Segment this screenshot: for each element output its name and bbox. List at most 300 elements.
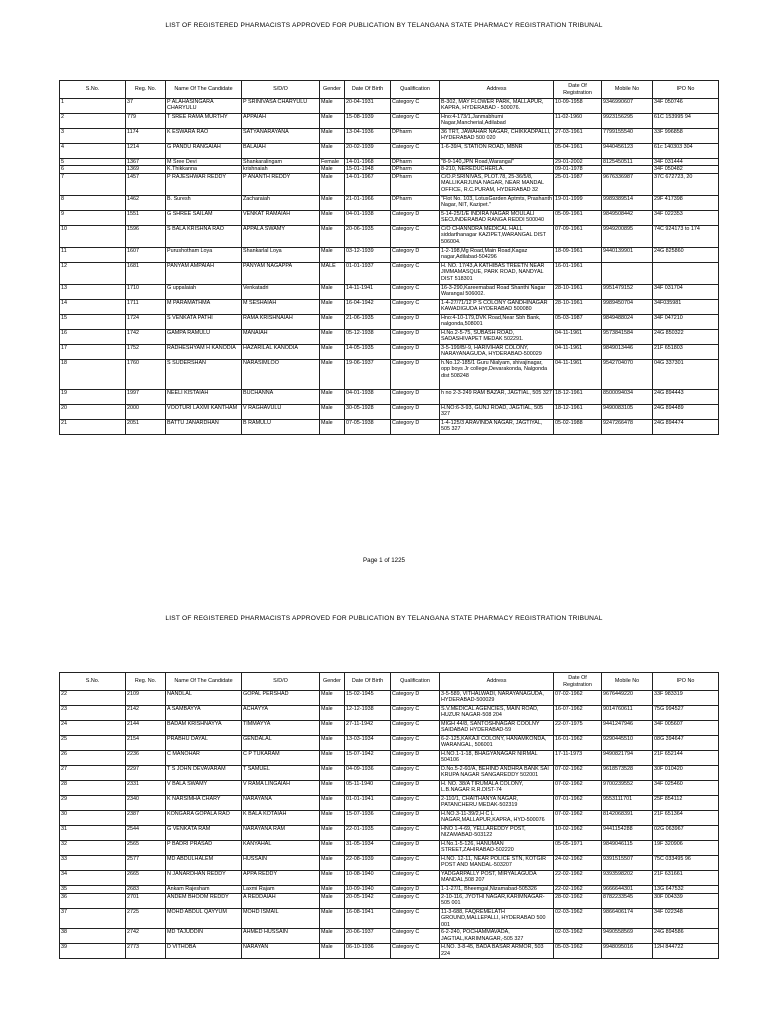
- table-cell: Male: [320, 796, 345, 811]
- table-cell: Category D: [391, 314, 440, 329]
- document-title: LIST OF REGISTERED PHARMACISTS APPROVED FOR PUBLICATION BY TELANGANA STATE PHARMACY REGISTRATION TRIBUNAL: [165, 22, 603, 29]
- table-cell: V RAGHAVULU: [242, 404, 320, 419]
- table-cell: 16-07-1962: [554, 706, 602, 721]
- table-cell: Male: [320, 894, 345, 909]
- table-cell: 15-02-1945: [345, 691, 391, 706]
- table-cell: VENKAT RAMAIAH: [242, 210, 320, 225]
- table-cell: MOHD ABDUL QAYYUM: [166, 909, 242, 929]
- column-header: Qualification: [391, 673, 440, 691]
- table-cell: 9440456123: [602, 144, 653, 159]
- column-header: S/D/O: [242, 673, 320, 691]
- table-cell: 36 TRT, JAWAHAR NAGAR, CHIKKADPALLI, HYDERABAD 500 020: [440, 129, 554, 144]
- table-cell: 01-01-1937: [345, 262, 391, 284]
- table-cell: 33: [60, 856, 126, 871]
- table-cell: 20-06-1935: [345, 225, 391, 247]
- table-cell: Laxmi Rajam: [242, 886, 320, 894]
- pharmacists-table-page-2: [59, 672, 719, 959]
- table-cell: P ANANTH REDDY: [242, 173, 320, 195]
- table-row: [60, 871, 719, 886]
- table-cell: P SRINIVASA CHARYULU: [242, 99, 320, 114]
- table-cell: 21F 652144: [653, 751, 719, 766]
- table-cell: 2742: [126, 929, 166, 944]
- table-cell: 13: [60, 284, 126, 299]
- table-cell: 16-01-1961: [554, 262, 602, 284]
- table-cell: NARAYAN: [242, 944, 320, 959]
- table-cell: 16-08-1941: [345, 909, 391, 929]
- table-cell: 04-11-1961: [554, 329, 602, 344]
- table-cell: 20: [60, 404, 126, 419]
- table-cell: 22-08-1939: [345, 856, 391, 871]
- table-cell: MD ABDULHALEM: [166, 856, 242, 871]
- table-row: [60, 944, 719, 959]
- table-cell: 1-2-198,Mg Road,Main Road,Kagaz nagar,Adilabad-504296: [440, 247, 554, 262]
- table-cell: 10: [60, 225, 126, 247]
- table-cell: Male: [320, 344, 345, 359]
- table-cell: 9849013446: [602, 344, 653, 359]
- table-cell: Category D: [391, 841, 440, 856]
- table-cell: 36: [60, 894, 126, 909]
- table-cell: H.NO. 3-8-45, BADA BASAR ARMOR, 503 224: [440, 944, 554, 959]
- table-cell: Category C: [391, 736, 440, 751]
- table-cell: 2340: [126, 796, 166, 811]
- table-cell: Male: [320, 751, 345, 766]
- table-cell: 2142: [126, 706, 166, 721]
- table-cell: 04G 337301: [653, 359, 719, 389]
- table-cell: VOOTURI LAXMI KANTHAM: [166, 404, 242, 419]
- table-cell: 3: [60, 129, 126, 144]
- table-cell: 15-01-1948: [345, 166, 391, 173]
- table-cell: 15: [60, 314, 126, 329]
- table-cell: C/O.P.SRINIVAS, PLOT.78, 25-36/5/8, MALLIKARJUNA NAGAR, NEAR MANDAL OFFICE, R.C.PURAM, HYDERABAD 32: [440, 173, 554, 195]
- table-cell: 9666644301: [602, 886, 653, 894]
- table-cell: 9618573528: [602, 766, 653, 781]
- table-cell: Zacharaiah: [242, 195, 320, 210]
- table-cell: 19-06-1937: [345, 359, 391, 389]
- table-cell: 08G 394647: [653, 736, 719, 751]
- table-cell: Male: [320, 706, 345, 721]
- table-cell: 8125450511: [602, 159, 653, 166]
- table-cell: Category D: [391, 751, 440, 766]
- table-cell: 05-11-1940: [345, 781, 391, 796]
- table-cell: YADGARPALLY POST, MIRYALAGUDA MANDAL,508 207: [440, 871, 554, 886]
- table-cell: Male: [320, 856, 345, 871]
- table-cell: S BALA KRISHNA RAO: [166, 225, 242, 247]
- table-cell: 32: [60, 841, 126, 856]
- table-cell: 07-01-1962: [554, 796, 602, 811]
- table-cell: 1457: [126, 173, 166, 195]
- table-cell: GOPAL PERSHAD: [242, 691, 320, 706]
- table-cell: 9989389514: [602, 195, 653, 210]
- table-cell: H.NO. 12-11, NEAR POLICE STN, KOTGIR POST AND MANDAL-503207: [440, 856, 554, 871]
- table-cell: BUCHANNA: [242, 389, 320, 404]
- table-cell: 9989450704: [602, 299, 653, 314]
- table-cell: 9490558569: [602, 929, 653, 944]
- table-cell: Category D: [391, 419, 440, 434]
- column-header: Address: [440, 81, 554, 99]
- table-cell: 22-02-1962: [554, 871, 602, 886]
- table-cell: 34F 022353: [653, 210, 719, 225]
- table-cell: 07-09-1961: [554, 225, 602, 247]
- table-cell: 9948095016: [602, 944, 653, 959]
- table-cell: 07-05-1938: [345, 419, 391, 434]
- table-cell: 18-12-1961: [554, 389, 602, 404]
- table-cell: Male: [320, 691, 345, 706]
- table-cell: Category C: [391, 99, 440, 114]
- table-cell: 2-110/1, CHAITHANYA NAGAR, PATANCHERU MEDAK-502319: [440, 796, 554, 811]
- column-header: Reg. No.: [126, 81, 166, 99]
- table-row: [60, 404, 719, 419]
- table-row: [60, 99, 719, 114]
- table-cell: 75C 033495 96: [653, 856, 719, 871]
- table-cell: 33F 996858: [653, 129, 719, 144]
- table-cell: 04-01-1938: [345, 210, 391, 225]
- table-cell: Category D: [391, 691, 440, 706]
- table-cell: Category D: [391, 359, 440, 389]
- table-cell: 14: [60, 299, 126, 314]
- table-cell: KANYAHAL: [242, 841, 320, 856]
- table-cell: 1214: [126, 144, 166, 159]
- table-cell: 9949200895: [602, 225, 653, 247]
- table-cell: Male: [320, 944, 345, 959]
- table-cell: 9441154288: [602, 826, 653, 841]
- table-row: [60, 781, 719, 796]
- table-cell: 2000: [126, 404, 166, 419]
- column-header: IPO No: [653, 81, 719, 99]
- table-cell: Category C: [391, 826, 440, 841]
- table-cell: 5-14-25/1/E INDIRA NAGAR MOULALI SECUNDERABAD RANGA REDDI 500040: [440, 210, 554, 225]
- table-row: [60, 826, 719, 841]
- table-cell: MOHD ISMAIL: [242, 909, 320, 929]
- table-cell: MIGH 44/8, SANTOSHNAGAR COOLNY SAIDABAD HYDERABAD-59: [440, 721, 554, 736]
- table-cell: 61C 153995 94: [653, 114, 719, 129]
- column-header: Mobile No: [602, 81, 653, 99]
- table-cell: 24G 894586: [653, 929, 719, 944]
- table-cell: 22-01-1935: [345, 826, 391, 841]
- table-cell: Category D: [391, 886, 440, 894]
- table-cell: 21F 651803: [653, 344, 719, 359]
- table-cell: H. NO. 38/A TIRUMALA COLONY, L.B.NAGAR R.R.DIST-74: [440, 781, 554, 796]
- table-cell: 61c 140303 304: [653, 144, 719, 159]
- table-cell: S.V.MEDICAL AGENCIES, MAIN ROAD, HUZUR NAGAR-508 204: [440, 706, 554, 721]
- table-cell: "Flot No. 103, LotusGarden Aptmts, Prashanth Nagar, NIT, Kazipet.": [440, 195, 554, 210]
- table-row: [60, 691, 719, 706]
- table-cell: Category C: [391, 114, 440, 129]
- table-cell: 24G 894443: [653, 389, 719, 404]
- table-cell: 9700239552: [602, 781, 653, 796]
- table-cell: 1711: [126, 299, 166, 314]
- table-cell: Category C: [391, 706, 440, 721]
- table-row: [60, 262, 719, 284]
- table-cell: 1742: [126, 329, 166, 344]
- table-cell: 13-03-1934: [345, 736, 391, 751]
- table-cell: 18-09-1961: [554, 247, 602, 262]
- table-cell: 2387: [126, 811, 166, 826]
- table-cell: 15-07-1942: [345, 751, 391, 766]
- table-cell: Male: [320, 284, 345, 299]
- table-cell: 34F 025460: [653, 781, 719, 796]
- table-row: [60, 114, 719, 129]
- table-row: [60, 166, 719, 173]
- table-cell: Male: [320, 314, 345, 329]
- table-cell: 27: [60, 766, 126, 781]
- table-cell: Male: [320, 826, 345, 841]
- table-cell: 01-01-1941: [345, 796, 391, 811]
- table-cell: 2544: [126, 826, 166, 841]
- table-cell: Male: [320, 766, 345, 781]
- table-cell: 07-02-1962: [554, 691, 602, 706]
- table-cell: Category D: [391, 781, 440, 796]
- table-cell: Category C: [391, 894, 440, 909]
- table-cell: Male: [320, 841, 345, 856]
- table-cell: 16: [60, 329, 126, 344]
- table-cell: Category C: [391, 871, 440, 886]
- table-cell: DPharm: [391, 159, 440, 166]
- table-cell: M PARAMATHMA: [166, 299, 242, 314]
- table-cell: 12: [60, 262, 126, 284]
- table-row: [60, 766, 719, 781]
- table-cell: 19: [60, 389, 126, 404]
- table-cell: 24G 894489: [653, 404, 719, 419]
- table-cell: 2109: [126, 691, 166, 706]
- table-cell: 34F035981: [653, 299, 719, 314]
- table-cell: 22-02-1962: [554, 886, 602, 894]
- table-cell: 30F 010420: [653, 766, 719, 781]
- table-cell: Male: [320, 811, 345, 826]
- table-cell: Venkatadri: [242, 284, 320, 299]
- table-cell: 28-10-1961: [554, 284, 602, 299]
- table-cell: Category C: [391, 909, 440, 929]
- table-cell: 2154: [126, 736, 166, 751]
- table-cell: Male: [320, 929, 345, 944]
- table-cell: 2577: [126, 856, 166, 871]
- page-number: Page 1 of 1225: [363, 557, 405, 564]
- table-row: [60, 736, 719, 751]
- table-cell: Male: [320, 210, 345, 225]
- table-cell: APPAIAH: [242, 114, 320, 129]
- table-cell: RADHESHYAM H KANODIA: [166, 344, 242, 359]
- table-cell: ANDEM BHOOM REDDY: [166, 894, 242, 909]
- table-cell: 30: [60, 811, 126, 826]
- table-cell: Female: [320, 159, 345, 166]
- table-cell: 04-01-1938: [345, 389, 391, 404]
- table-cell: 27-11-1942: [345, 721, 391, 736]
- table-cell: H.No.1-5-126, HANUMAN STREET,ZAHIRABAD-502220: [440, 841, 554, 856]
- table-cell: 16-01-1962: [554, 736, 602, 751]
- table-cell: 13G 647532: [653, 886, 719, 894]
- table-cell: H.NO.3-11-39/2,H C L NAGAR,MALLAPUR,KAPRA, HYD-500076: [440, 811, 554, 826]
- table-cell: 31-05-1934: [345, 841, 391, 856]
- table-cell: 10-08-1940: [345, 871, 391, 886]
- table-cell: 16-04-1942: [345, 299, 391, 314]
- table-cell: TIMMAYYA: [242, 721, 320, 736]
- table-row: [60, 751, 719, 766]
- table-cell: 1681: [126, 262, 166, 284]
- table-cell: T SAMUEL: [242, 766, 320, 781]
- table-cell: 06-10-1936: [345, 944, 391, 959]
- table-cell: B. Suresh: [166, 195, 242, 210]
- table-cell: 15-07-1936: [345, 811, 391, 826]
- table-cell: Category D: [391, 404, 440, 419]
- table-cell: 38: [60, 929, 126, 944]
- table-row: [60, 811, 719, 826]
- table-cell: Male: [320, 144, 345, 159]
- table-cell: 25: [60, 736, 126, 751]
- table-cell: Male: [320, 173, 345, 195]
- table-cell: 37C 672723, 20: [653, 173, 719, 195]
- table-cell: 6: [60, 166, 126, 173]
- table-cell: 74C 924173 to 174: [653, 225, 719, 247]
- table-cell: Category C: [391, 144, 440, 159]
- header-row: [60, 81, 719, 99]
- column-header: Address: [440, 673, 554, 691]
- table-cell: 12H 844722: [653, 944, 719, 959]
- table-cell: B RAMULU: [242, 419, 320, 434]
- table-cell: 2: [60, 114, 126, 129]
- table-cell: 9849508442: [602, 210, 653, 225]
- table-cell: Category C: [391, 856, 440, 871]
- table-cell: S VENKATA PATHI: [166, 314, 242, 329]
- table-row: [60, 419, 719, 434]
- table-cell: 1-4-125/3 ARAVINDA NAGAR, JAGTIYAL, 505 327: [440, 419, 554, 434]
- table-cell: 9391515507: [602, 856, 653, 871]
- table-cell: Ankam Rajesham: [166, 886, 242, 894]
- table-cell: 9923156295: [602, 114, 653, 129]
- table-cell: H.No.2-5-75, SUBASH ROAD, SADASHIVAPET MEDAK 502291.: [440, 329, 554, 344]
- table-cell: Shankaralingam: [242, 159, 320, 166]
- table-cell: 6-2-240, POCHAMMAVADA, JAGTIAL,KARIMNAGAR,-505 327: [440, 929, 554, 944]
- table-cell: 1760: [126, 359, 166, 389]
- table-cell: 13-04-1936: [345, 129, 391, 144]
- table-cell: 9849488024: [602, 314, 653, 329]
- table-cell: HUSSAIN: [242, 856, 320, 871]
- table-cell: 15-08-1939: [345, 114, 391, 129]
- table-cell: 21: [60, 419, 126, 434]
- table-cell: ACHAYYA: [242, 706, 320, 721]
- table-cell: 9346990607: [602, 99, 653, 114]
- table-cell: Male: [320, 721, 345, 736]
- column-header: S.No.: [60, 81, 126, 99]
- table-cell: 2051: [126, 419, 166, 434]
- table-cell: 2565: [126, 841, 166, 856]
- table-cell: 9542704070: [602, 359, 653, 389]
- table-cell: NARAYANA RAM: [242, 826, 320, 841]
- table-cell: 1551: [126, 210, 166, 225]
- table-cell: 33F 983319: [653, 691, 719, 706]
- table-cell: 28-02-1962: [554, 894, 602, 909]
- table-cell: Category D: [391, 344, 440, 359]
- table-cell: 3-5-589, VITHALWADI, NARAYANAGUDA, HYDERABAD-500029: [440, 691, 554, 706]
- table-cell: 20-06-1937: [345, 929, 391, 944]
- table-cell: HNO 1-4-69, YELLAREDDY POST, NIZAMABAD-503122: [440, 826, 554, 841]
- table-cell: G PANDU RANGAIAH: [166, 144, 242, 159]
- table-cell: 19-01-1999: [554, 195, 602, 210]
- table-cell: RAMA KRISHNAIAH: [242, 314, 320, 329]
- table-cell: 34F 005607: [653, 721, 719, 736]
- table-cell: K ESWARA RAO: [166, 129, 242, 144]
- table-cell: A REDDAIAH: [242, 894, 320, 909]
- table-cell: 34F 047210: [653, 314, 719, 329]
- table-cell: PRABHU DAYAL: [166, 736, 242, 751]
- column-header: IPO No: [653, 673, 719, 691]
- table-cell: M Sree Devi: [166, 159, 242, 166]
- table-cell: NEELI KISTAIAH: [166, 389, 242, 404]
- table-cell: APPA REDDY: [242, 871, 320, 886]
- table-cell: V BALA SWAMY: [166, 781, 242, 796]
- table-cell: 5: [60, 159, 126, 166]
- table-cell: 37: [126, 99, 166, 114]
- table-cell: 22: [60, 691, 126, 706]
- table-cell: T SREE RAMA MURTHY: [166, 114, 242, 129]
- table-cell: 1: [60, 99, 126, 114]
- table-cell: 31: [60, 826, 126, 841]
- table-cell: 14-05-1935: [345, 344, 391, 359]
- table-cell: 24-02-1962: [554, 856, 602, 871]
- table-row: [60, 856, 719, 871]
- table-cell: Male: [320, 195, 345, 210]
- table-cell: 8: [60, 195, 126, 210]
- table-cell: 29: [60, 796, 126, 811]
- table-row: [60, 359, 719, 389]
- table-cell: 05-12-1938: [345, 329, 391, 344]
- table-row: [60, 284, 719, 299]
- table-cell: 2144: [126, 721, 166, 736]
- table-cell: B-302, MAY FLOWER PARK, MALLAPUR, KAPRA, HYDERABAD - 500076.: [440, 99, 554, 114]
- table-cell: Category C: [391, 766, 440, 781]
- table-cell: DPharm: [391, 166, 440, 173]
- table-cell: G uppalaiah: [166, 284, 242, 299]
- table-cell: 34F 050482: [653, 166, 719, 173]
- table-cell: 17-11-1973: [554, 751, 602, 766]
- table-cell: 2236: [126, 751, 166, 766]
- table-cell: 09-01-1978: [554, 166, 602, 173]
- table-cell: 7: [60, 173, 126, 195]
- table-cell: 2331: [126, 781, 166, 796]
- table-cell: Male: [320, 166, 345, 173]
- table-cell: 1752: [126, 344, 166, 359]
- table-cell: Male: [320, 359, 345, 389]
- table-cell: 21-01-1966: [345, 195, 391, 210]
- table-cell: 25-01-1987: [554, 173, 602, 195]
- table-cell: 8782233545: [602, 894, 653, 909]
- table-cell: [602, 262, 653, 284]
- table-cell: 9490083105: [602, 404, 653, 419]
- table-cell: KONGARA GOPALA RAO: [166, 811, 242, 826]
- table-cell: 25F 854112: [653, 796, 719, 811]
- table-cell: 21-06-1935: [345, 314, 391, 329]
- table-cell: 24: [60, 721, 126, 736]
- table-cell: 22-07-1975: [554, 721, 602, 736]
- table-row: [60, 314, 719, 329]
- table-cell: 2725: [126, 909, 166, 929]
- table-row: [60, 721, 719, 736]
- table-cell: H. NO. 17/43,A KATHIBAS TREETN NEAR JIMMAMASQUE, PARK ROAD, NANDYAL DIST 518301: [440, 262, 554, 284]
- column-header: Gender: [320, 673, 345, 691]
- table-cell: 1607: [126, 247, 166, 262]
- table-cell: 20-04-1931: [345, 99, 391, 114]
- table-cell: Male: [320, 736, 345, 751]
- table-cell: 18: [60, 359, 126, 389]
- table-cell: AHMED HUSSAIN: [242, 929, 320, 944]
- table-cell: 1369: [126, 166, 166, 173]
- table-cell: h no 2-3-249 RAM BAZAR, JAGTIAL, 505 327: [440, 389, 554, 404]
- table-cell: 1710: [126, 284, 166, 299]
- table-cell: DPharm: [391, 195, 440, 210]
- table-cell: 9247266478: [602, 419, 653, 434]
- table-cell: G VENKATA RAM: [166, 826, 242, 841]
- table-cell: 2701: [126, 894, 166, 909]
- table-cell: h.No.12-185/1 Guru Nialyam, shivajinagar, opp boys Jr college,Devarakonda, Nalgonda dist 508248: [440, 359, 554, 389]
- table-cell: 11-02-1960: [554, 114, 602, 129]
